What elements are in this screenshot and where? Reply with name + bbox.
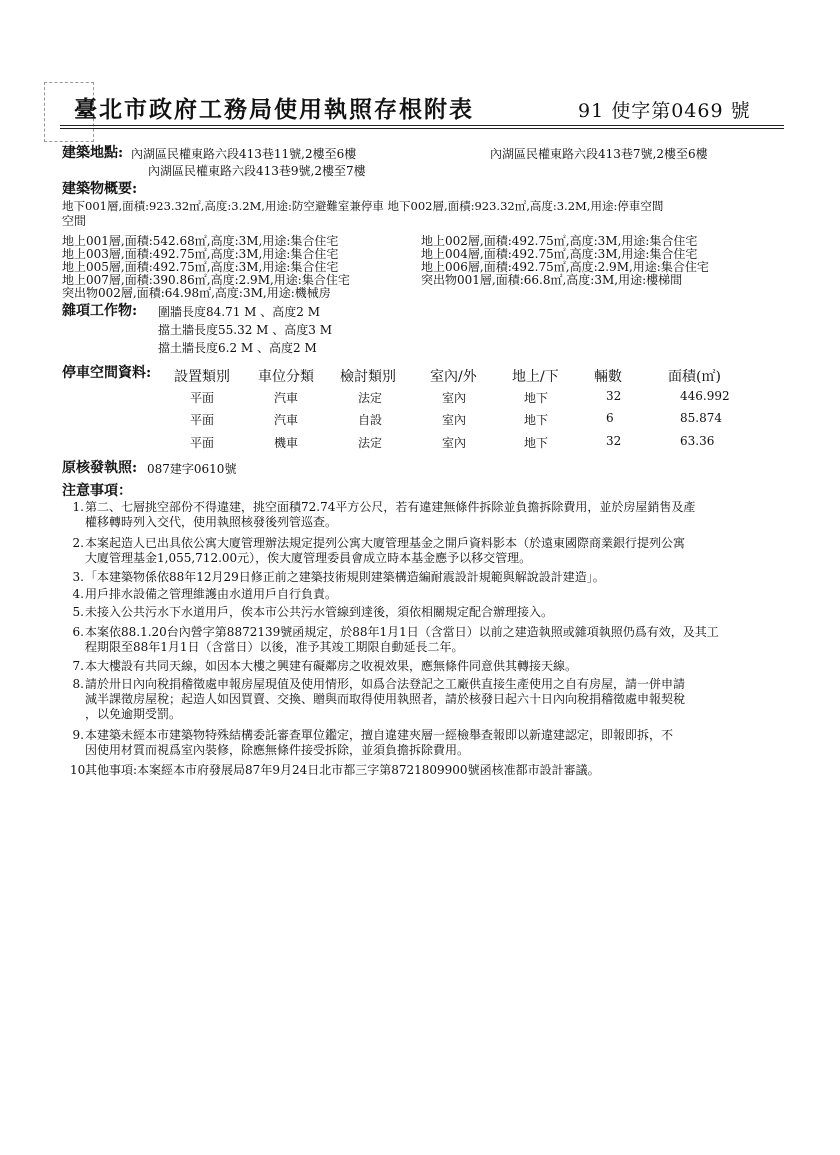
note-number: 5. xyxy=(72,605,84,619)
parking-cell-space-type: 機車 xyxy=(274,436,299,450)
permit-number: 91 使字第0469 號 xyxy=(578,100,751,122)
note-item xyxy=(70,677,782,722)
parking-cell-area: 63.36 xyxy=(680,434,715,448)
note-item xyxy=(70,570,782,585)
floor-left-5: 突出物002層,面積:64.98㎡,高度:3M,用途:機械房 xyxy=(62,286,331,300)
note-text-line: 未接入公共污水下水道用戶，俟本市公共污水管線到達後，須依相關規定配合辦理接入。 xyxy=(85,605,554,619)
parking-cell-indoor-outdoor: 室內 xyxy=(442,391,467,405)
floor-right-4: 突出物001層,面積:66.8㎡,高度:3M,用途:樓梯間 xyxy=(421,273,683,287)
parking-cell-review-type: 法定 xyxy=(358,391,383,405)
location-label: 建築地點: xyxy=(62,145,124,161)
original-permit-value: 087建字0610號 xyxy=(147,462,237,476)
parking-label: 停車空間資料: xyxy=(62,365,152,381)
parking-header-setup-type: 設置類別 xyxy=(174,369,230,385)
note-text-line: 「本建築物係依88年12月29日修正前之建築技術規則建築構造編耐震設計規範與解說設計建造」。 xyxy=(85,570,605,584)
location-address-2: 內湖區民權東路六段413巷7號,2樓至6樓 xyxy=(490,147,708,161)
floor-right-2: 地上004層,面積:492.75㎡,高度:3M,用途:集合住宅 xyxy=(421,247,698,261)
parking-cell-setup-type: 平面 xyxy=(190,436,215,450)
parking-header-review-type: 檢討類別 xyxy=(340,369,396,385)
note-item xyxy=(70,659,782,674)
misc-work-item: 擋土牆長度55.32 M 、高度3 M xyxy=(158,323,333,337)
note-text-line: 權移轉時列入交代，使用執照核發後列管巡查。 xyxy=(85,515,338,529)
parking-cell-space-type: 汽車 xyxy=(274,391,299,405)
page-title: 臺北市政府工務局使用執照存根附表 xyxy=(74,96,474,123)
misc-work-item: 擋土牆長度6.2 M 、高度2 M xyxy=(158,341,317,355)
parking-cell-above-below: 地下 xyxy=(524,413,549,427)
parking-cell-area: 446.992 xyxy=(680,389,730,403)
note-text-line: 本案依88.1.20台內營字第8872139號函規定，於88年1月1日（含當日）以前之建造執照或雜項執照仍爲有效，及其工 xyxy=(85,625,719,639)
original-permit-label: 原核發執照: xyxy=(62,460,138,476)
note-number: 6. xyxy=(72,625,84,639)
misc-work-item: 圍牆長度84.71 M 、高度2 M xyxy=(158,305,321,319)
note-text-line: 其他事項:本案經本市府發展局87年9月24日北市都三字第8721809900號函核准都市設計審議。 xyxy=(85,763,600,777)
note-item xyxy=(70,500,782,530)
location-address-3: 內湖區民權東路六段413巷9號,2樓至7樓 xyxy=(148,164,366,178)
floor-left-4: 地上007層,面積:390.86㎡,高度:2.9M,用途:集合住宅 xyxy=(62,273,350,287)
note-number: 3. xyxy=(72,570,84,584)
title-underline xyxy=(60,125,784,126)
overview-basement-line-cont: 空間 xyxy=(62,214,87,228)
note-text-line: ，以免逾期受罰。 xyxy=(85,707,182,721)
floor-left-3: 地上005層,面積:492.75㎡,高度:3M,用途:集合住宅 xyxy=(62,260,339,274)
note-item xyxy=(70,605,782,620)
parking-cell-above-below: 地下 xyxy=(524,436,549,450)
note-item xyxy=(70,728,782,758)
parking-header-area: 面積(㎡) xyxy=(668,369,721,385)
note-item xyxy=(70,625,782,655)
note-text-line: 請於卅日內向稅捐稽徵處申報房屋現值及使用情形，如爲合法登記之工廠供直接生產使用之自有房屋，請一併申請 xyxy=(85,677,686,691)
title-underline-2 xyxy=(60,128,784,129)
note-item xyxy=(70,587,782,602)
note-text-line: 本大樓設有共同天線，如因本大樓之興建有礙鄰房之收視效果，應無條件同意供其轉接天線。 xyxy=(85,659,578,673)
note-text-line: 用戶排水設備之管理維護由水道用戶自行負責。 xyxy=(85,587,338,601)
note-item xyxy=(70,536,782,566)
note-number: 4. xyxy=(72,587,84,601)
overview-label: 建築物概要: xyxy=(62,181,138,197)
note-text-line: 本案起造人已出具依公寓大廈管理辦法規定提列公寓大廈管理基金之開戶資料影本（於遠東國際商業銀行提列公寓 xyxy=(85,536,686,550)
note-text-line: 減半課徵房屋稅；起造人如因買賣、交換、贈與而取得使用執照者，請於核發日起六十日內向稅捐稽徵處申報契稅 xyxy=(85,692,686,706)
note-text-line: 大廈管理基金1,055,712.00元），俟大廈管理委員會成立時本基金應予以移交管理。 xyxy=(85,551,532,565)
parking-header-indoor-outdoor: 室內/外 xyxy=(430,369,477,385)
parking-cell-above-below: 地下 xyxy=(524,391,549,405)
note-number: 10. xyxy=(70,763,90,777)
parking-cell-count: 32 xyxy=(606,434,622,448)
note-number: 9. xyxy=(72,728,84,742)
notes-label: 注意事項： xyxy=(62,483,132,499)
parking-header-space-type: 車位分類 xyxy=(258,369,314,385)
parking-cell-area: 85.874 xyxy=(680,411,722,425)
misc-works-label: 雜項工作物: xyxy=(62,303,138,319)
parking-cell-count: 32 xyxy=(606,389,622,403)
parking-cell-setup-type: 平面 xyxy=(190,413,215,427)
note-item xyxy=(70,763,782,778)
parking-cell-count: 6 xyxy=(606,411,614,425)
overview-basement-line: 地下001層,面積:923.32㎡,高度:3.2M,用途:防空避難室兼停車 地下002層,面積:923.32㎡,高度:3.2M,用途:停車空間 xyxy=(62,199,664,213)
location-address-1: 內湖區民權東路六段413巷11號,2樓至6樓 xyxy=(131,147,357,161)
parking-header-above-below: 地上/下 xyxy=(512,369,559,385)
note-number: 2. xyxy=(72,536,84,550)
parking-cell-space-type: 汽車 xyxy=(274,413,299,427)
note-text-line: 本建築未經本市建築物特殊結構委託審查單位鑑定，擅自違建夾層一經檢舉查報即以新違建認定，即報即拆，不 xyxy=(85,728,674,742)
floor-right-3: 地上006層,面積:492.75㎡,高度:2.9M,用途:集合住宅 xyxy=(421,260,709,274)
floor-right-1: 地上002層,面積:492.75㎡,高度:3M,用途:集合住宅 xyxy=(421,234,698,248)
parking-cell-indoor-outdoor: 室內 xyxy=(442,436,467,450)
floor-left-1: 地上001層,面積:542.68㎡,高度:3M,用途:集合住宅 xyxy=(62,234,339,248)
note-text-line: 第二、七層挑空部份不得違建，挑空面積72.74平方公尺，若有違建無條件拆除並負擔拆除費用，並於房屋銷售及產 xyxy=(85,500,696,514)
parking-cell-review-type: 法定 xyxy=(358,436,383,450)
parking-cell-review-type: 自設 xyxy=(358,413,383,427)
parking-header-count: 輛數 xyxy=(594,369,622,385)
note-text-line: 程期限至88年1月1日（含當日）以後，准予其竣工期限自動延長二年。 xyxy=(85,640,464,654)
parking-cell-indoor-outdoor: 室內 xyxy=(442,413,467,427)
note-number: 7. xyxy=(72,659,84,673)
note-number: 1. xyxy=(72,500,84,514)
note-number: 8. xyxy=(72,677,84,691)
note-text-line: 因使用材質而視爲室內裝修，除應無條件接受拆除，並須負擔拆除費用。 xyxy=(85,743,470,757)
parking-cell-setup-type: 平面 xyxy=(190,391,215,405)
floor-left-2: 地上003層,面積:492.75㎡,高度:3M,用途:集合住宅 xyxy=(62,247,339,261)
